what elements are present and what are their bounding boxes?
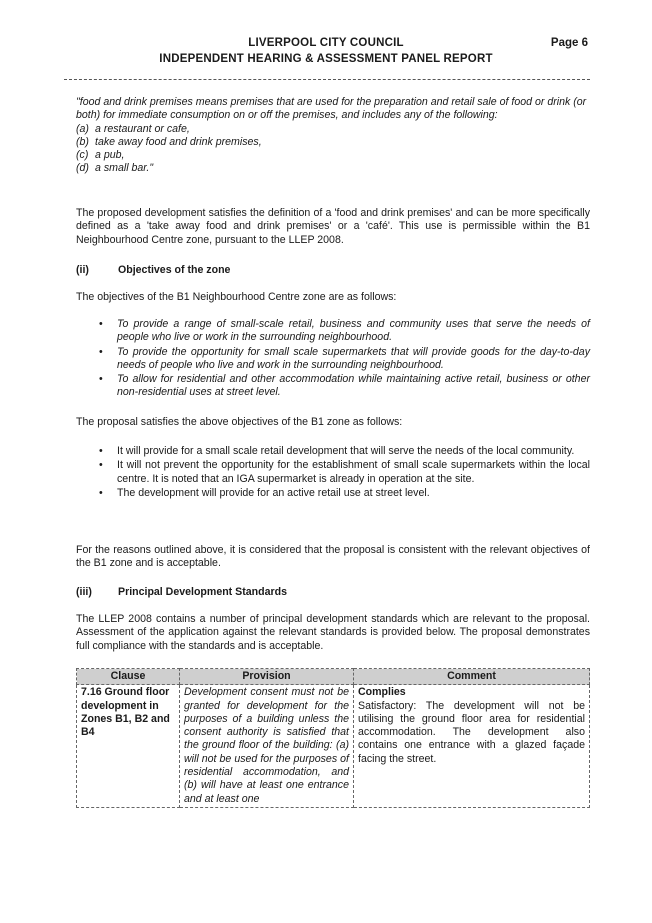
list-item: • It will not prevent the opportunity for the establishment of small scale supermarkets within the local centre. It is noted that an IGA supermarket is already in operation at the site. bbox=[99, 459, 590, 485]
standards-table bbox=[76, 668, 590, 808]
objectives-intro: The objectives of the B1 Neighbourhood Centre zone are as follows: bbox=[76, 291, 397, 303]
definition-quote bbox=[76, 96, 590, 176]
list-item: • It will provide for a small scale retail development that will serve the needs of the local community. bbox=[99, 445, 575, 457]
objectives-list bbox=[76, 318, 590, 401]
definition-paragraph: The proposed development satisfies the definition of a 'food and drink premises' and can be more specifically defined as a 'take away food and drink premises' or a 'café'. This use is permissible within the B1 Neighbourhood Centre zone, pursuant to the LLEP 2008. bbox=[76, 207, 590, 246]
compliance-status: Complies bbox=[358, 686, 406, 699]
column-header-provision: Provision bbox=[180, 669, 354, 685]
header-report-title: INDEPENDENT HEARING & ASSESSMENT PANEL REPORT bbox=[159, 53, 493, 65]
quote-intro: "food and drink premises means premises that are used for the preparation and retail sale of food or drink (or both) for immediate consumption on or off the premises, and includes any of the following: bbox=[76, 96, 587, 122]
provision-cell: Development consent must not be granted for development for the purposes of a building unless the consent authority is satisfied that the ground floor of the building: (a) will not be used for the purposes of residential accommodation, and (b) will have at least one entrance and at least one bbox=[180, 685, 354, 808]
header-divider bbox=[64, 79, 590, 80]
quote-item: (a) a restaurant or cafe, bbox=[76, 122, 190, 135]
quote-item: (c) a pub, bbox=[76, 149, 125, 162]
consistency-paragraph: For the reasons outlined above, it is considered that the proposal is consistent with the relevant objectives of the B1 zone and is acceptable. bbox=[76, 544, 590, 570]
clause-cell: 7.16 Ground floor development in Zones B1, B2 and B4 bbox=[77, 685, 180, 808]
table-row bbox=[77, 685, 590, 808]
satisfies-intro: The proposal satisfies the above objectives of the B1 zone as follows: bbox=[76, 416, 403, 428]
standards-paragraph: The LLEP 2008 contains a number of principal development standards which are relevant to the proposal. Assessment of the application against the relevant standards is provided below. The proposal demonstrates full compliance with the standards and is acceptable. bbox=[76, 613, 590, 652]
section-heading-standards: (iii) Principal Development Standards bbox=[76, 586, 287, 598]
quote-item: (d) a small bar." bbox=[76, 162, 154, 175]
list-item: • To provide the opportunity for small scale supermarkets that will provide goods for the day-to-day needs of people who live and work in the surrounding neighbourhood. bbox=[99, 345, 590, 371]
quote-item: (b) take away food and drink premises, bbox=[76, 135, 262, 148]
section-heading-objectives: (ii) Objectives of the zone bbox=[76, 264, 231, 276]
comment-text: Satisfactory: The development will not be utilising the ground floor area for residential accommodation. The development also contains one entrance with a glazed façade facing the street. bbox=[358, 699, 585, 765]
list-item: • To provide a range of small-scale retail, business and community uses that serve the needs of people who live or work in the surrounding neighbourhood. bbox=[99, 318, 590, 344]
list-item: • The development will provide for an active retail use at street level. bbox=[99, 486, 430, 499]
list-item: • To allow for residential and other accommodation while maintaining active retail, business or other non-residential uses at street level. bbox=[99, 373, 590, 399]
table-header-row bbox=[77, 669, 590, 685]
satisfies-list bbox=[76, 445, 590, 501]
page-number: Page 6 bbox=[550, 37, 588, 49]
comment-cell bbox=[354, 685, 590, 808]
column-header-clause: Clause bbox=[77, 669, 180, 685]
column-header-comment: Comment bbox=[354, 669, 590, 685]
header-org: LIVERPOOL CITY COUNCIL bbox=[248, 37, 404, 49]
